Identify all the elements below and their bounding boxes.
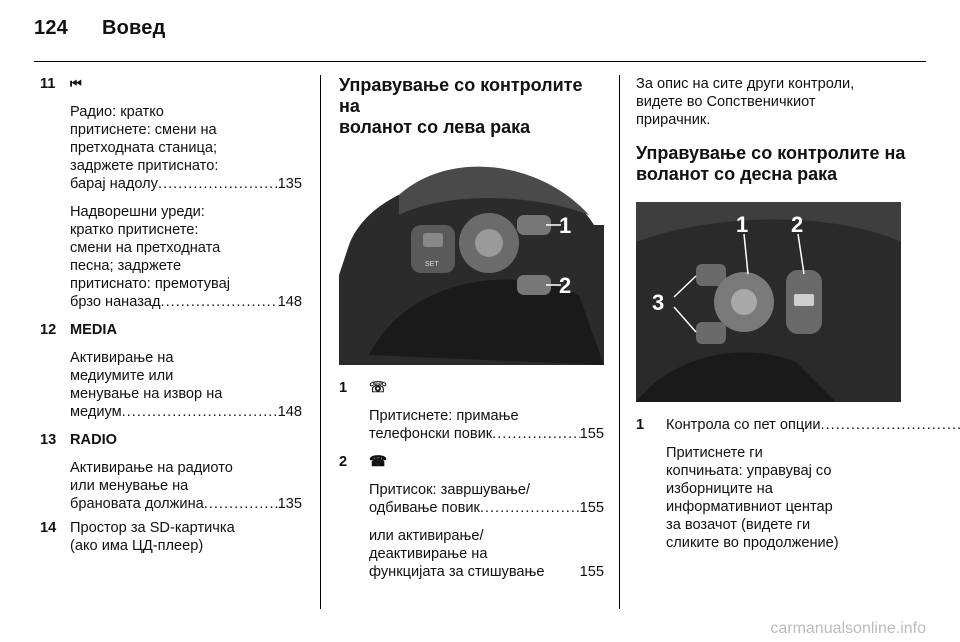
entry-12: [40, 321, 302, 339]
set-label: SET: [425, 261, 439, 268]
page-ref: 155: [579, 500, 604, 516]
page-ref: 155: [579, 564, 604, 580]
page-number: 124: [34, 17, 68, 39]
page-ref: 148: [277, 294, 302, 310]
entry-13-body: [70, 459, 302, 513]
column-2: [339, 75, 604, 581]
page-ref: 135: [277, 176, 302, 192]
entry-11-radio: [70, 103, 302, 193]
text-line: копчињата: управувај со: [666, 463, 832, 479]
text-line: сликите во продолжение): [666, 535, 839, 551]
left-entry-2-body: [369, 481, 604, 581]
page-header: [34, 17, 166, 40]
text-line: смени на претходната: [70, 240, 221, 256]
text-line: Притиснете: примање: [369, 408, 519, 424]
text-line: песна; задржете: [70, 258, 182, 274]
text-line: деактивирање на: [369, 546, 488, 562]
section-title: Вовед: [102, 17, 166, 39]
text-line: кратко притиснете:: [70, 222, 199, 238]
entry-12-body: [70, 349, 302, 421]
heading-line: Управување со контролите на: [339, 75, 583, 116]
header-rule: [34, 61, 926, 62]
text-line: Надворешни уреди:: [70, 204, 205, 220]
page-ref: 155: [579, 426, 604, 442]
phone-pickup-icon: ☏: [369, 380, 388, 396]
entry-number: 1: [339, 380, 348, 396]
text-line: менување на извор на: [70, 386, 223, 402]
text-line: одбивање повик: [369, 500, 480, 516]
text-line: Простор за SD-картичка: [70, 520, 235, 536]
text-line: Активирање на: [70, 350, 174, 366]
left-entry-1: [339, 379, 604, 397]
text-line: прирачник.: [636, 112, 711, 128]
text-line: притиснете: смени на: [70, 122, 217, 138]
column-1: [40, 75, 302, 555]
text-line: информативниот центар: [666, 499, 833, 515]
text-line: притиснато: премотувај: [70, 276, 230, 292]
column-divider-2: [619, 75, 620, 609]
text-line: или активирање/: [369, 528, 484, 544]
text-line: медиумите или: [70, 368, 174, 384]
text-line: за возачот (видете ги: [666, 517, 811, 533]
entry-number: 12: [40, 322, 57, 338]
phone-hangup-icon: ☎: [369, 454, 388, 470]
entry-11: [40, 75, 302, 93]
text-line: барај надолу: [70, 176, 158, 192]
page-ref: 148: [277, 404, 302, 420]
entry-title: MEDIA: [70, 322, 118, 338]
column-3: [636, 75, 906, 552]
section-heading-left: [339, 75, 604, 138]
steering-wheel-right-illustration: [636, 202, 901, 402]
page-ref: 135: [277, 496, 302, 512]
callout-1: 1: [559, 213, 572, 238]
entry-title: RADIO: [70, 432, 118, 448]
watermark: carmanualsonline.info: [770, 620, 926, 637]
entry-title: Контрола со пет опции: [666, 417, 821, 433]
skip-back-icon: ⏮: [70, 76, 79, 91]
text-line: брзо наназад: [70, 294, 161, 310]
entry-13: [40, 431, 302, 449]
intro-paragraph: [636, 75, 906, 129]
right-entry-1: [636, 416, 906, 434]
left-entry-1-body: [369, 407, 604, 443]
column-divider-1: [320, 75, 321, 609]
text-line: изборниците на: [666, 481, 773, 497]
text-line: функцијата за стишување: [369, 564, 545, 580]
text-line: брановата должина: [70, 496, 204, 512]
text-line: видете во Сопственичкиот: [636, 94, 816, 110]
text-line: Активирање на радиото: [70, 460, 233, 476]
text-line: телефонски повик: [369, 426, 493, 442]
text-line: Притисок: завршување/: [369, 482, 531, 498]
section-heading-right: [636, 143, 906, 185]
right-entry-1-body: [666, 444, 906, 552]
text-line: или менување на: [70, 478, 189, 494]
heading-line: воланот со лева рака: [339, 117, 531, 137]
entry-11-external: [70, 203, 302, 311]
left-steering-wheel-figure: [339, 155, 604, 365]
text-line: За опис на сите други контроли,: [636, 76, 855, 92]
text-line: Притиснете ги: [666, 445, 763, 461]
right-steering-wheel-figure: [636, 202, 901, 402]
text-line: (ако има ЦД-плеер): [70, 538, 204, 554]
text-line: претходната станица;: [70, 140, 217, 156]
entry-number: 11: [40, 76, 56, 92]
callout-1: 1: [736, 212, 749, 237]
entry-number: 13: [40, 432, 57, 448]
callout-3: 3: [652, 290, 665, 315]
text-line: медиум: [70, 404, 122, 420]
callout-2: 2: [559, 273, 572, 298]
heading-line: Управување со контролите на: [636, 143, 906, 163]
heading-line: воланот со десна рака: [636, 164, 838, 184]
text-line: Радио: кратко: [70, 104, 164, 120]
left-entry-2: [339, 453, 604, 471]
steering-wheel-left-illustration: [339, 155, 604, 365]
entry-number: 2: [339, 454, 348, 470]
entry-number: 1: [636, 417, 645, 433]
text-line: задржете притиснато:: [70, 158, 219, 174]
entry-14: [40, 519, 302, 555]
callout-2: 2: [791, 212, 804, 237]
entry-number: 14: [40, 520, 57, 536]
